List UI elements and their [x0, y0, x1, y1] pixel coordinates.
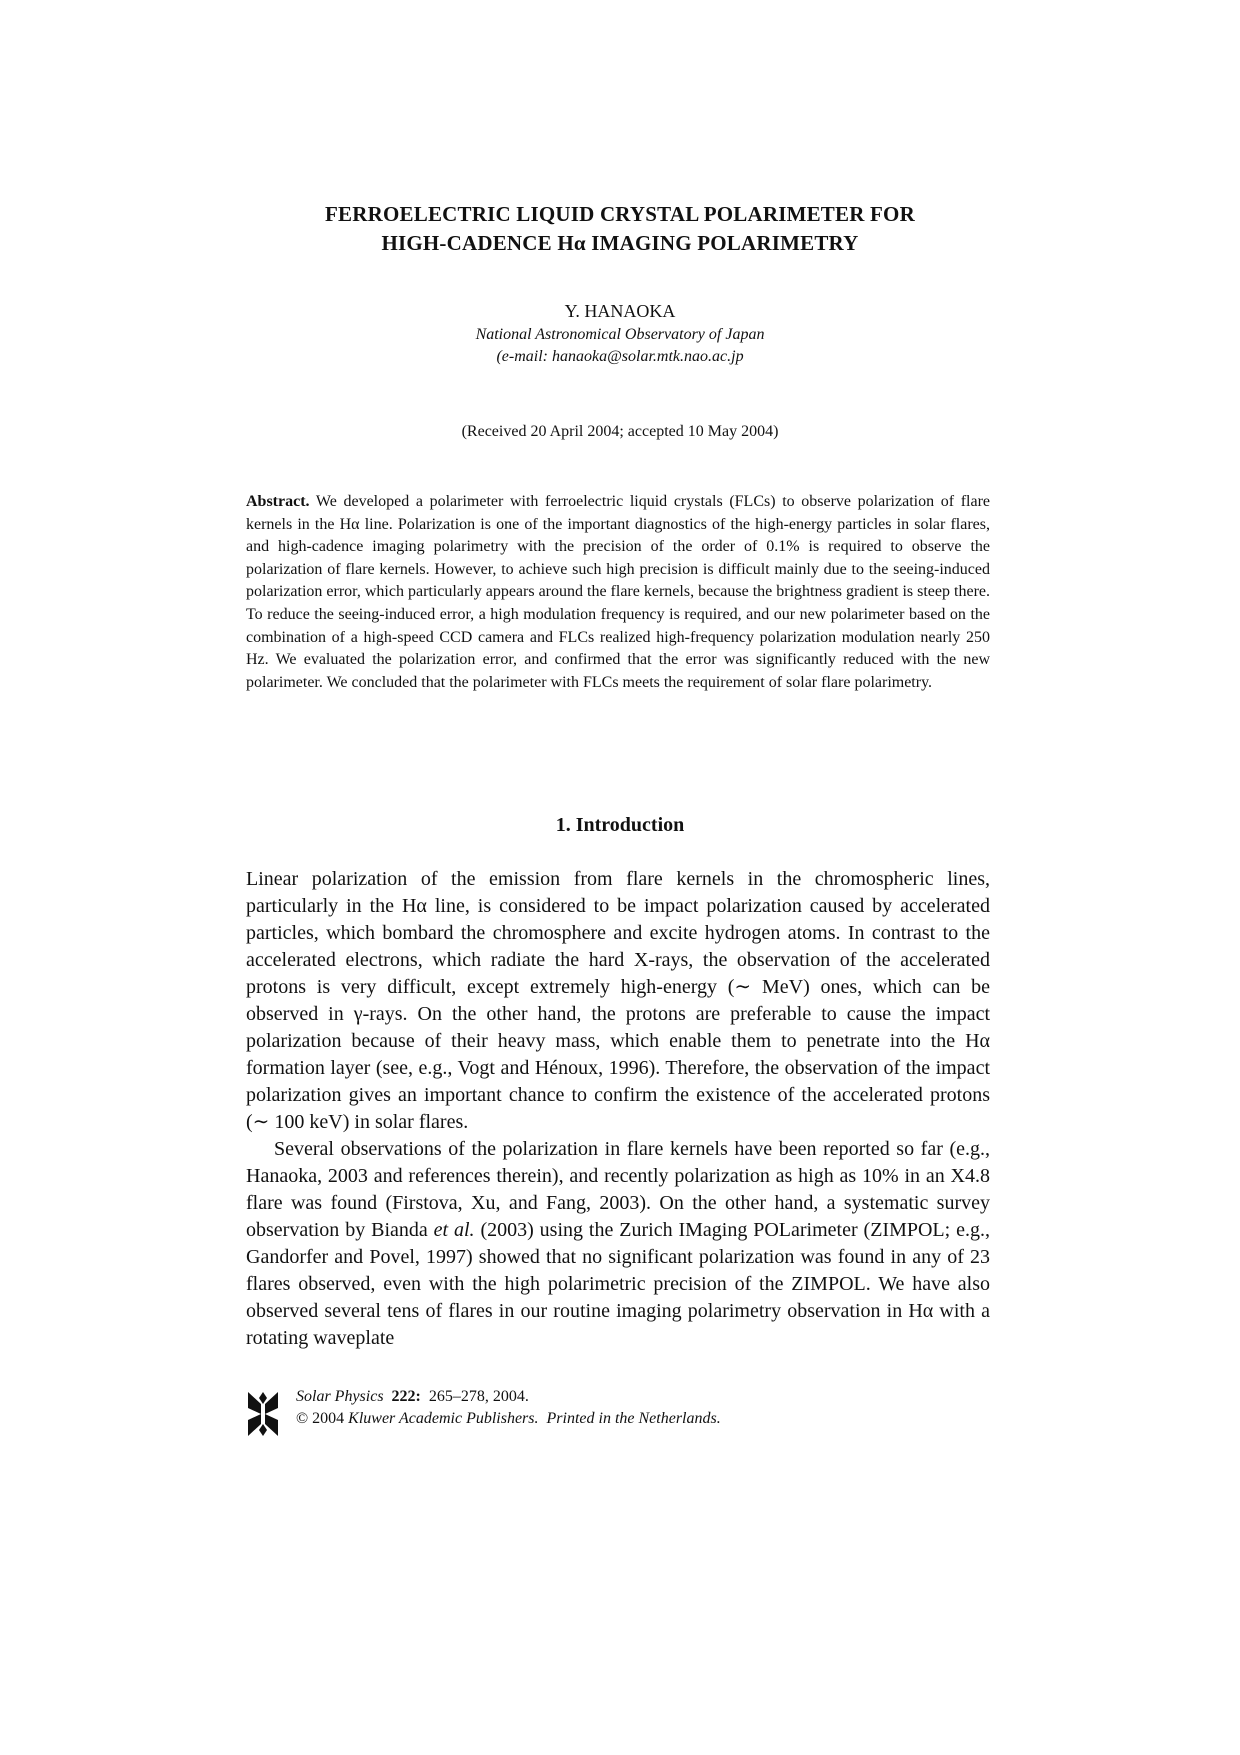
- affiliation-line: National Astronomical Observatory of Japan: [475, 326, 765, 343]
- email-line: (e-mail: hanaoka@solar.mtk.nao.ac.jp: [496, 348, 744, 365]
- introduction-body: [246, 866, 990, 1352]
- paragraph-2-part-2: (2003) using the Zurich IMaging POLarimeter (ZIMPOL; e.g., Gandorfer and Povel, 1997) showed that no significant polarization was found in any of 23 flares observed, even with the high polarimetric precision of the ZIMPOL. We have also observed several tens of flares in our routine imaging polarimetry observation in Hα with a rotating waveplate: [246, 1219, 990, 1349]
- author-name: Y. HANAOKA: [564, 301, 676, 321]
- journal-footer: [246, 1386, 990, 1446]
- author-affiliation: [0, 324, 1240, 368]
- footer-citation: [296, 1386, 721, 1430]
- abstract: [246, 491, 990, 694]
- copyright: © 2004: [296, 1410, 345, 1427]
- journal-volume: 222:: [391, 1388, 421, 1405]
- footer-line-2: [296, 1408, 721, 1430]
- printed-note: Printed in the Netherlands.: [546, 1410, 721, 1427]
- abstract-label: Abstract.: [246, 493, 310, 510]
- footer-line-1: [296, 1386, 721, 1408]
- paragraph-2-etal: et al.: [433, 1219, 475, 1241]
- journal-name: Solar Physics: [296, 1388, 384, 1405]
- publisher-logo-icon: [246, 1390, 280, 1438]
- publisher-name: Kluwer Academic Publishers.: [348, 1410, 539, 1427]
- paper-title: [0, 200, 1240, 258]
- section-heading-introduction: 1. Introduction: [555, 814, 685, 836]
- title-line-1: FERROELECTRIC LIQUID CRYSTAL POLARIMETER FOR: [325, 202, 915, 226]
- title-line-2: HIGH-CADENCE Hα IMAGING POLARIMETRY: [381, 231, 859, 255]
- paragraph-2: [246, 1136, 990, 1352]
- journal-pages: 265–278, 2004.: [428, 1388, 529, 1405]
- paragraph-1: Linear polarization of the emission from flare kernels in the chromospheric lines, particularly in the Hα line, is considered to be impact polarization caused by accelerated particles, which bombard the chromosphere and excite hydrogen atoms. In contrast to the accelerated electrons, which radiate the hard X-rays, the observation of the accelerated protons is very difficult, except extremely high-energy (∼ MeV) ones, which can be observed in γ-rays. On the other hand, the protons are preferable to cause the impact polarization because of their heavy mass, which enable them to penetrate into the Hα formation layer (see, e.g., Vogt and Hénoux, 1996). Therefore, the observation of the impact polarization gives an important chance to confirm the existence of the accelerated protons (∼ 100 keV) in solar flares.: [246, 868, 990, 1133]
- abstract-text: We developed a polarimeter with ferroelectric liquid crystals (FLCs) to observe polarization of flare kernels in the Hα line. Polarization is one of the important diagnostics of the high-energy particles in solar flares, and high-cadence imaging polarimetry with the precision of the order of 0.1% is required to observe the polarization of flare kernels. However, to achieve such high precision is difficult mainly due to the seeing-induced polarization error, which particularly appears around the flare kernels, because the brightness gradient is steep there. To reduce the seeing-induced error, a high modulation frequency is required, and our new polarimeter based on the combination of a high-speed CCD camera and FLCs realized high-frequency polarization modulation nearly 250 Hz. We evaluated the polarization error, and confirmed that the error was significantly reduced with the new polarimeter. We concluded that the polarimeter with FLCs meets the requirement of solar flare polarimetry.: [246, 493, 990, 691]
- received-dates: (Received 20 April 2004; accepted 10 May 2004): [461, 423, 779, 440]
- paragraph-2-part-1: Several observations of the polarization in flare kernels have been reported so far (e.g., Hanaoka, 2003 and references therein), and recently polarization as high as 10% in an X4.8 flare was found (Firstova, Xu, and Fang, 2003). On the other hand, a systematic survey observation by Bianda: [246, 1138, 990, 1241]
